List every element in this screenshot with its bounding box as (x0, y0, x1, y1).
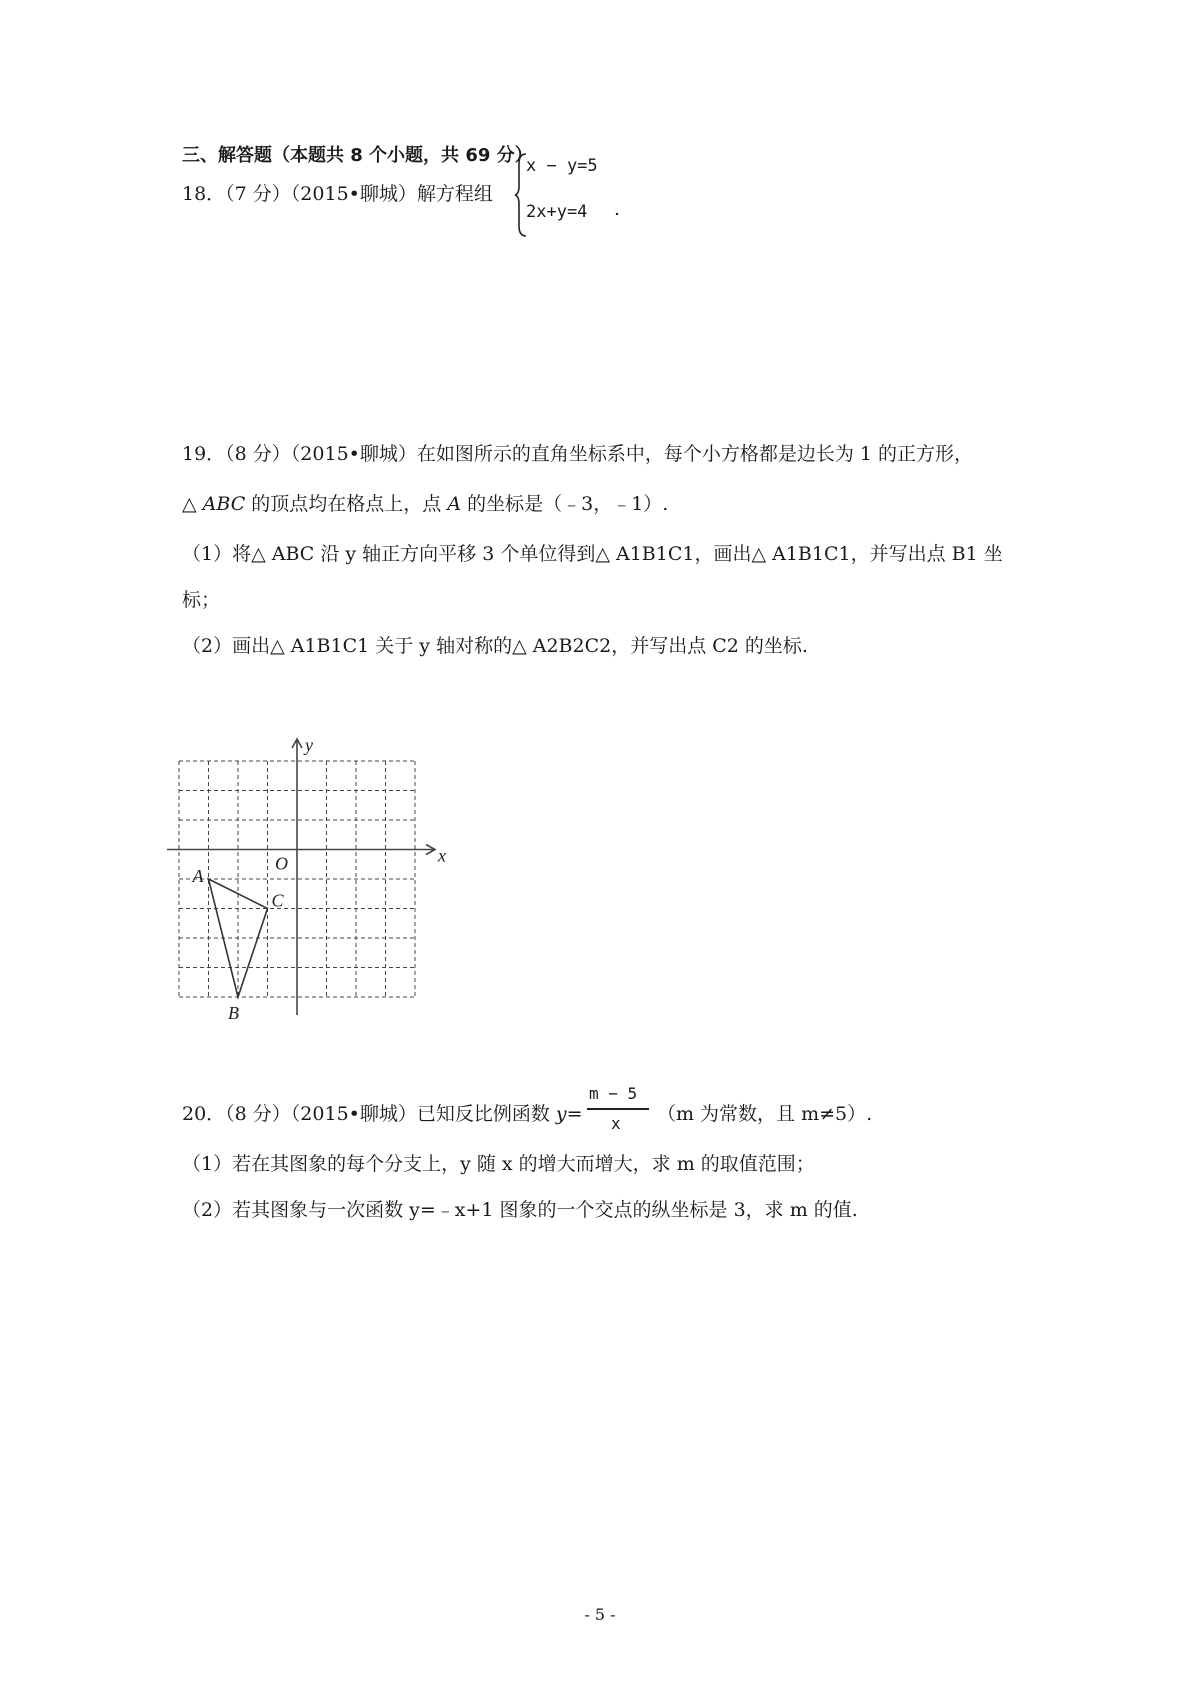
q18-lead-text: 18．（7 分）（2015•聊城）解方程组 (182, 183, 493, 205)
origin-label: O (275, 853, 288, 874)
y-axis-label: y (305, 735, 313, 755)
q19-line2-c: 的顶点均在格点上，点 (245, 493, 448, 515)
fraction-numerator: m − 5 (589, 1084, 638, 1103)
q19-line2-d: A (447, 493, 462, 515)
q19-line2-e: 的坐标是（﹣3，﹣1）. (461, 493, 669, 515)
equation-2: 2x+y=4 (526, 202, 588, 222)
q19-line2-a: △ (182, 493, 203, 515)
coordinate-grid-figure (180, 665, 500, 1023)
q19-part1-line2: 标； (182, 589, 221, 611)
q18-lead (182, 180, 493, 208)
q19-line1: 19．（8 分）（2015•聊城）在如图所示的直角坐标系中，每个小方格都是边长为 1 的正方形， (182, 443, 974, 465)
fraction-bar (587, 1108, 649, 1110)
coordinate-grid-svg (180, 665, 500, 1023)
point-b-label: B (228, 1003, 239, 1023)
q19-part2: （2）画出△ A1B1C1 关于 y 轴对称的△ A2B2C2，并写出点 C2 的坐标. (182, 635, 808, 657)
q20-eq-sign: = (566, 1103, 583, 1125)
q20-lead (182, 1100, 583, 1128)
x-axis-label: x (438, 845, 446, 866)
q20-tail: （m 为常数，且 m≠5）. (657, 1103, 873, 1125)
q19-part1-line1: （1）将△ ABC 沿 y 轴正方向平移 3 个单位得到△ A1B1C1，画出△ A1B1C1，并写出点 B1 坐 (182, 543, 1003, 565)
point-c-label: C (271, 890, 284, 911)
q20-lead-text: 20．（8 分）（2015•聊城）已知反比例函数 (182, 1103, 556, 1125)
section-heading: 三、解答题（本题共 8 个小题，共 69 分） (182, 145, 533, 166)
fraction-denominator: x (611, 1114, 621, 1133)
point-a-label: A (192, 866, 204, 886)
equation-system (514, 150, 624, 240)
q20-part2: （2）若其图象与一次函数 y=﹣x+1 图象的一个交点的纵坐标是 3，求 m 的值. (182, 1199, 858, 1221)
q20-y-var: y (555, 1103, 567, 1125)
q19-line2 (182, 490, 668, 518)
equation-1: x − y=5 (526, 156, 598, 176)
page-number: - 5 - (584, 1605, 616, 1624)
q19-line2-b: ABC (202, 493, 246, 515)
q20-part1: （1）若在其图象的每个分支上，y 随 x 的增大而增大，求 m 的取值范围； (182, 1153, 815, 1175)
q18-tail: . (614, 198, 621, 220)
fraction (585, 1084, 655, 1144)
